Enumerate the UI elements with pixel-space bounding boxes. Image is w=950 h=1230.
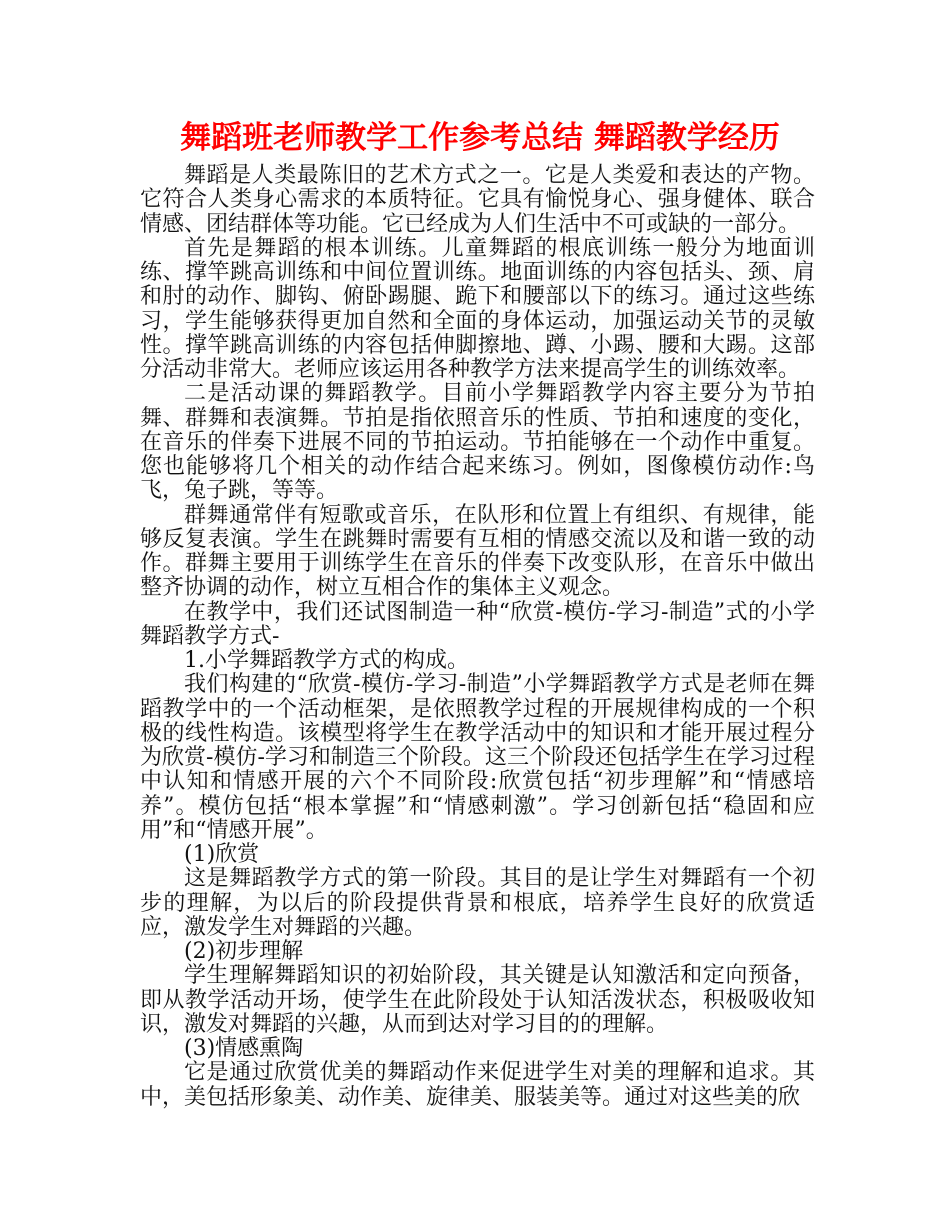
subheading-emotional-nurturing: (3)情感熏陶 — [184, 1036, 304, 1061]
paragraph-4: 群舞通常伴有短歌或音乐，在队形和位置上有组织、有规律，能够反复表演。学生在跳舞时需要有互相的情感交流以及和谐一致的动作。群舞主要用于训练学生在音乐的伴奏下改变队形，在音乐中做出整齐协调的动作，树立互相合作的集体主义观念。 — [140, 502, 815, 601]
document-title: 舞蹈班老师教学工作参考总结 舞蹈教学经历 — [180, 120, 780, 156]
paragraph-7: 这是舞蹈教学方式的第一阶段。其目的是让学生对舞蹈有一个初步的理解，为以后的阶段提供背景和根底，培养学生良好的欣赏适应，激发学生对舞蹈的兴趣。 — [140, 866, 815, 940]
subheading-initial-understanding: (2)初步理解 — [184, 939, 304, 964]
paragraph-1: 舞蹈是人类最陈旧的艺术方式之一。它是人类爱和表达的产物。它符合人类身心需求的本质特征。它具有愉悦身心、强身健体、联合情感、团结群体等功能。它已经成为人们生活中不可或缺的一部分。 — [140, 163, 815, 237]
subheading-appreciation: (1)欣赏 — [184, 842, 260, 867]
paragraph-2: 首先是舞蹈的根本训练。儿童舞蹈的根底训练一般分为地面训练、撑竿跳高训练和中间位置训练。地面训练的内容包括头、颈、肩和肘的动作、脚钩、俯卧踢腿、跪下和腰部以下的练习。通过这些练习，学生能够获得更加自然和全面的身体运动，加强运动关节的灵敏性。撑竿跳高训练的内容包括伸脚擦地、蹲、小踢、腰和大踢。这部分活动非常大。老师应该运用各种教学方法来提高学生的训练效率。 — [140, 235, 815, 382]
paragraph-6: 我们构建的“欣赏-模仿-学习-制造”小学舞蹈教学方式是老师在舞蹈教学中的一个活动框架，是依照教学过程的开展规律构成的一个积极的线性构造。该模型将学生在教学活动中的知识和才能开展过程分为欣赏-模仿-学习和制造三个阶段。这三个阶段还包括学生在学习过程中认知和情感开展的六个不同阶段:欣赏包括“初步理解”和“情感培养”。模仿包括“根本掌握”和“情感刺激”。学习创新包括“稳固和应用”和“情感开展”。 — [140, 672, 815, 843]
paragraph-3: 二是活动课的舞蹈教学。目前小学舞蹈教学内容主要分为节拍舞、群舞和表演舞。节拍是指依照音乐的性质、节拍和速度的变化，在音乐的伴奏下进展不同的节拍运动。节拍能够在一个动作中重复。您也能够将几个相关的动作结合起来练习。例如，图像模仿动作:鸟飞，兔子跳，等等。 — [140, 381, 815, 504]
document-body — [140, 164, 815, 1110]
paragraph-8: 学生理解舞蹈知识的初始阶段，其关键是认知激活和定向预备，即从教学活动开场，使学生在此阶段处于认知活泼状态，积极吸收知识，激发对舞蹈的兴趣，从而到达对学习目的的理解。 — [140, 963, 815, 1037]
paragraph-5: 在教学中，我们还试图制造一种“欣赏-模仿-学习-制造”式的小学舞蹈教学方式- — [140, 599, 815, 649]
paragraph-9: 它是通过欣赏优美的舞蹈动作来促进学生对美的理解和追求。其中，美包括形象美、动作美、旋律美、服装美等。通过对这些美的欣 — [140, 1060, 815, 1110]
section-heading-1: 1.小学舞蹈教学方式的构成。 — [184, 648, 469, 673]
